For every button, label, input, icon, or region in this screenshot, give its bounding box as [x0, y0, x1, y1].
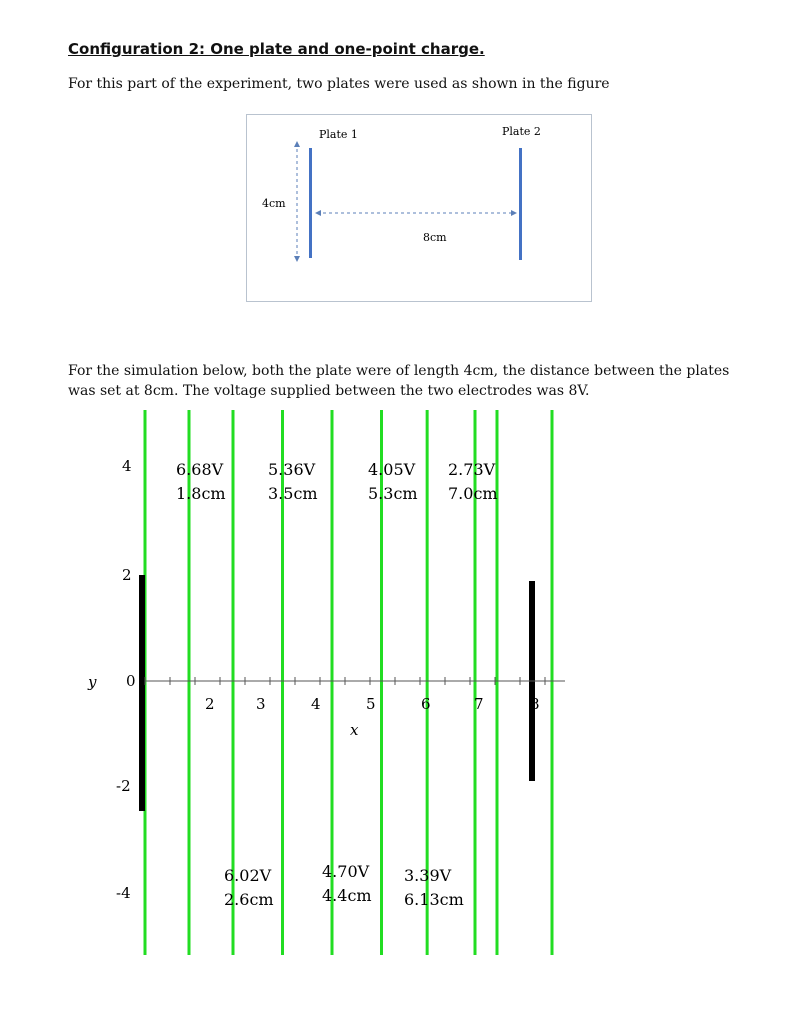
equipotential-plot	[60, 405, 580, 969]
description-paragraph: For the simulation below, both the plate were of length 4cm, the distance between the plates was set at 8cm. The voltage supplied between the two electrodes was 8V.	[68, 363, 730, 399]
y-tick-label: 0	[126, 672, 136, 690]
top-distance-label: 7.0cm	[448, 484, 498, 503]
x-tick-label: 5	[366, 695, 376, 713]
x-tick-label: 7	[474, 695, 484, 713]
height-arrow-top	[294, 141, 300, 147]
distance-arrow-left	[315, 210, 321, 216]
top-distance-label: 1.8cm	[176, 484, 226, 503]
bottom-voltage-label: 4.70V	[322, 862, 370, 881]
height-arrow-bottom	[294, 256, 300, 262]
x-tick-label: 4	[311, 695, 321, 713]
top-distance-label: 3.5cm	[268, 484, 318, 503]
distance-label: 8cm	[423, 231, 447, 244]
plate1-label: Plate 1	[319, 128, 358, 141]
x-tick-label: 6	[421, 695, 431, 713]
x-tick-label: 2	[205, 695, 215, 713]
plate-2	[519, 148, 522, 260]
bottom-voltage-label: 3.39V	[404, 866, 452, 885]
x-axis-label: x	[350, 721, 359, 739]
top-voltage-label: 5.36V	[268, 460, 316, 479]
height-label: 4cm	[262, 197, 286, 210]
bottom-distance-label: 2.6cm	[224, 890, 274, 909]
top-voltage-label: 6.68V	[176, 460, 224, 479]
bottom-distance-label: 6.13cm	[404, 890, 464, 909]
y-tick-label: 4	[122, 457, 132, 475]
top-voltage-label: 4.05V	[368, 460, 416, 479]
plates-figure	[246, 114, 592, 302]
bottom-voltage-label: 6.02V	[224, 866, 272, 885]
x-tick-label: 8	[530, 695, 540, 713]
x-tick-label: 3	[256, 695, 266, 713]
top-voltage-label: 2.73V	[448, 460, 496, 479]
distance-arrow-right	[511, 210, 517, 216]
left-plate	[139, 575, 145, 811]
y-tick-label: -2	[116, 777, 131, 795]
plates-diagram	[247, 115, 593, 303]
y-axis-label: y	[88, 673, 97, 691]
top-distance-label: 5.3cm	[368, 484, 418, 503]
bottom-distance-label: 4.4cm	[322, 886, 372, 905]
plate2-label: Plate 2	[502, 125, 541, 138]
y-tick-label: -4	[116, 884, 131, 902]
section-heading: Configuration 2: One plate and one-point charge.	[68, 40, 485, 58]
intro-paragraph: For this part of the experiment, two plates were used as shown in the figure	[68, 76, 610, 92]
equipotential-plot-svg	[60, 405, 580, 965]
plate-1	[309, 148, 312, 258]
y-tick-label: 2	[122, 566, 132, 584]
